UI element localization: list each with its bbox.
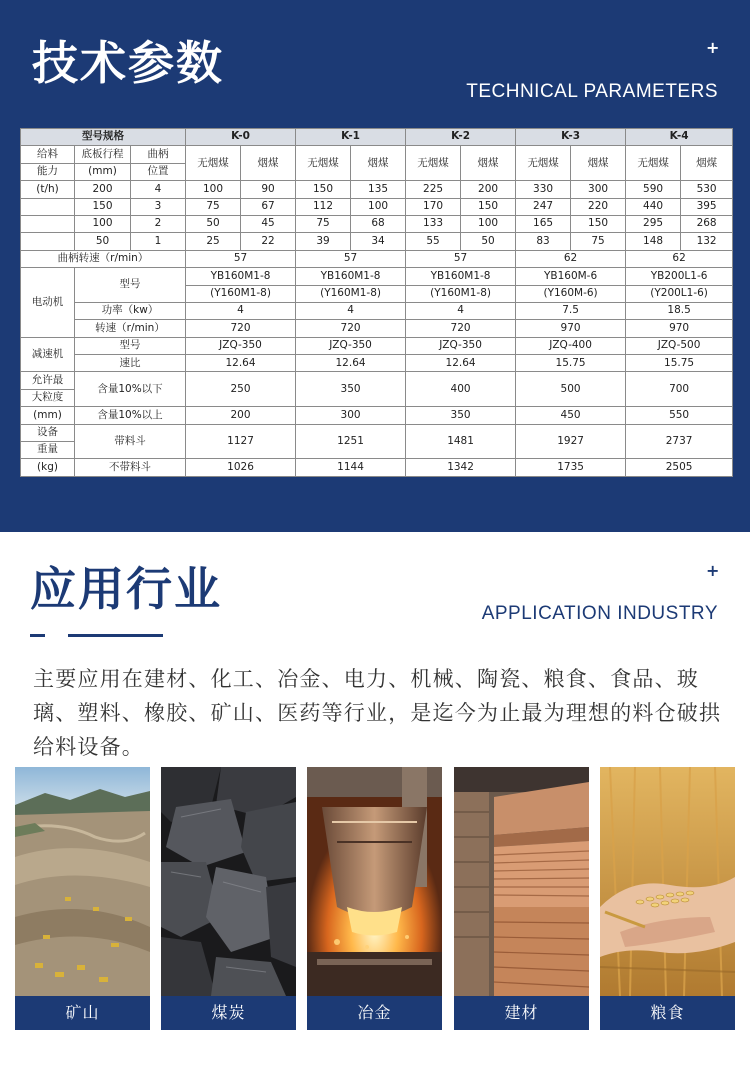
- coal-type: 烟煤: [461, 146, 516, 181]
- crank-speed-value: 62: [516, 250, 626, 267]
- crank-speed-value: 57: [296, 250, 406, 267]
- motor-model: YB200L1-6: [626, 268, 733, 285]
- particle-above-label: 含量10%以上: [75, 407, 186, 424]
- capacity-value: 300: [571, 181, 626, 198]
- reducer-label: 减速机: [21, 337, 75, 372]
- capacity-value: 50: [461, 233, 516, 250]
- motor-alt-model: (Y160M-6): [516, 285, 626, 302]
- capacity-value: 75: [296, 215, 351, 232]
- reducer-ratio: 12.64: [186, 355, 296, 372]
- motor-power: 7.5: [516, 302, 626, 319]
- header-model: K-1: [296, 129, 406, 146]
- reducer-ratio: 12.64: [406, 355, 516, 372]
- motor-speed: 970: [516, 320, 626, 337]
- capacity-value: 34: [351, 233, 406, 250]
- reducer-model: JZQ-350: [296, 337, 406, 354]
- capacity-value: 295: [626, 215, 681, 232]
- coal-type: 烟煤: [351, 146, 406, 181]
- weight-without-label: 不带料斗: [75, 459, 186, 476]
- motor-power: 4: [296, 302, 406, 319]
- reducer-ratio: 15.75: [626, 355, 733, 372]
- empty-cell: [21, 233, 75, 250]
- capacity-value: 55: [406, 233, 461, 250]
- particle-below: 350: [296, 372, 406, 407]
- industry-label: 矿山: [15, 996, 150, 1030]
- metallurgy-photo-icon: [307, 767, 442, 996]
- coal-type: 烟煤: [681, 146, 733, 181]
- reducer-ratio: 15.75: [516, 355, 626, 372]
- weight-without: 1342: [406, 459, 516, 476]
- capacity-value: 150: [296, 181, 351, 198]
- particle-label: 允许最: [21, 372, 75, 389]
- crank-speed-value: 62: [626, 250, 733, 267]
- particle-above: 200: [186, 407, 296, 424]
- grain-photo-icon: [600, 767, 735, 996]
- capacity-value: 50: [186, 215, 241, 232]
- motor-model: YB160M1-8: [406, 268, 516, 285]
- table-row: [21, 198, 733, 215]
- table-row: [21, 215, 733, 232]
- weight-with: 1481: [406, 424, 516, 459]
- capacity-value: 395: [681, 198, 733, 215]
- industry-label: 建材: [454, 996, 589, 1030]
- plus-icon: +: [706, 561, 720, 580]
- reducer-model: JZQ-500: [626, 337, 733, 354]
- motor-model: YB160M1-8: [186, 268, 296, 285]
- stroke-label: 底板行程: [75, 146, 131, 163]
- capacity-value: 165: [516, 215, 571, 232]
- capacity-value: 100: [461, 215, 516, 232]
- table-row: [21, 407, 733, 424]
- industry-card-building-materials: [454, 767, 589, 1030]
- header-model: K-0: [186, 129, 296, 146]
- capacity-value: 100: [186, 181, 241, 198]
- industry-card-coal: [161, 767, 296, 1030]
- weight-label: 设备: [21, 424, 75, 441]
- coal-type: 无烟煤: [296, 146, 351, 181]
- weight-without: 1735: [516, 459, 626, 476]
- capacity-value: 330: [516, 181, 571, 198]
- empty-cell: [21, 198, 75, 215]
- table-row: [21, 250, 733, 267]
- table-row: [21, 268, 733, 285]
- particle-above: 350: [406, 407, 516, 424]
- technical-parameters-section: [0, 0, 750, 532]
- table-row: [21, 320, 733, 337]
- capacity-value: 39: [296, 233, 351, 250]
- stroke-value: 200: [75, 181, 131, 198]
- capacity-value: 530: [681, 181, 733, 198]
- industry-card-grain: [600, 767, 735, 1030]
- particle-below-label: 含量10%以下: [75, 372, 186, 407]
- capacity-value: 440: [626, 198, 681, 215]
- table-row: [21, 146, 733, 163]
- technical-subtitle: TECHNICAL PARAMETERS: [466, 81, 718, 102]
- table-row: [21, 302, 733, 319]
- capacity-value: 200: [461, 181, 516, 198]
- reducer-ratio: 12.64: [296, 355, 406, 372]
- capacity-value: 90: [241, 181, 296, 198]
- industry-cards: [15, 767, 735, 1030]
- spec-table-wrapper: [20, 128, 732, 477]
- stroke-value: 50: [75, 233, 131, 250]
- header-model: K-4: [626, 129, 733, 146]
- coal-type: 烟煤: [241, 146, 296, 181]
- capacity-value: 135: [351, 181, 406, 198]
- capacity-value: 150: [571, 215, 626, 232]
- particle-label: 大粒度: [21, 389, 75, 406]
- motor-speed: 970: [626, 320, 733, 337]
- table-row: [21, 459, 733, 476]
- capacity-label: 给料: [21, 146, 75, 163]
- crank-label: 曲柄: [131, 146, 186, 163]
- particle-below: 500: [516, 372, 626, 407]
- reducer-model: JZQ-400: [516, 337, 626, 354]
- industry-label: 煤炭: [161, 996, 296, 1030]
- stroke-label: (mm): [75, 163, 131, 180]
- weight-without: 1144: [296, 459, 406, 476]
- crank-value: 4: [131, 181, 186, 198]
- mine-photo-icon: [15, 767, 150, 996]
- title-underline: [68, 634, 163, 637]
- weight-without: 2505: [626, 459, 733, 476]
- motor-speed-label: 转速（r/min）: [75, 320, 186, 337]
- capacity-value: 67: [241, 198, 296, 215]
- coal-type: 烟煤: [571, 146, 626, 181]
- capacity-value: 148: [626, 233, 681, 250]
- weight-label: (kg): [21, 459, 75, 476]
- capacity-value: 150: [461, 198, 516, 215]
- particle-label: (mm): [21, 407, 75, 424]
- particle-above: 550: [626, 407, 733, 424]
- capacity-value: 75: [186, 198, 241, 215]
- capacity-value: 22: [241, 233, 296, 250]
- capacity-value: 220: [571, 198, 626, 215]
- motor-alt-model: (Y160M1-8): [296, 285, 406, 302]
- capacity-value: 247: [516, 198, 571, 215]
- weight-with: 1927: [516, 424, 626, 459]
- reducer-model-label: 型号: [75, 337, 186, 354]
- motor-power: 4: [406, 302, 516, 319]
- motor-alt-model: (Y160M1-8): [186, 285, 296, 302]
- motor-model: YB160M-6: [516, 268, 626, 285]
- table-header-row: [21, 129, 733, 146]
- industry-label: 冶金: [307, 996, 442, 1030]
- motor-alt-model: (Y200L1-6): [626, 285, 733, 302]
- table-row: [21, 337, 733, 354]
- particle-below: 700: [626, 372, 733, 407]
- header-model: K-3: [516, 129, 626, 146]
- capacity-value: 225: [406, 181, 461, 198]
- application-subtitle: APPLICATION INDUSTRY: [481, 603, 718, 624]
- particle-below: 400: [406, 372, 516, 407]
- coal-photo-icon: [161, 767, 296, 996]
- motor-speed: 720: [296, 320, 406, 337]
- capacity-value: 112: [296, 198, 351, 215]
- industry-label: 粮食: [600, 996, 735, 1030]
- motor-power: 4: [186, 302, 296, 319]
- capacity-label: 能力: [21, 163, 75, 180]
- coal-type: 无烟煤: [186, 146, 241, 181]
- technical-title: 技术参数: [32, 36, 224, 90]
- motor-label: 电动机: [21, 268, 75, 338]
- weight-with: 2737: [626, 424, 733, 459]
- motor-power: 18.5: [626, 302, 733, 319]
- reducer-ratio-label: 速比: [75, 355, 186, 372]
- crank-value: 2: [131, 215, 186, 232]
- building-materials-photo-icon: [454, 767, 589, 996]
- application-title: 应用行业: [30, 562, 222, 616]
- table-row: [21, 372, 733, 389]
- capacity-value: 132: [681, 233, 733, 250]
- title-underline: [30, 634, 45, 637]
- spec-table: [20, 128, 733, 477]
- motor-speed: 720: [406, 320, 516, 337]
- weight-label: 重量: [21, 442, 75, 459]
- particle-below: 250: [186, 372, 296, 407]
- reducer-model: JZQ-350: [406, 337, 516, 354]
- crank-speed-label: 曲柄转速（r/min）: [21, 250, 186, 267]
- stroke-value: 100: [75, 215, 131, 232]
- table-row: [21, 424, 733, 441]
- weight-with: 1127: [186, 424, 296, 459]
- weight-with: 1251: [296, 424, 406, 459]
- capacity-value: 68: [351, 215, 406, 232]
- motor-power-label: 功率（kw）: [75, 302, 186, 319]
- capacity-value: 170: [406, 198, 461, 215]
- coal-type: 无烟煤: [516, 146, 571, 181]
- capacity-value: 83: [516, 233, 571, 250]
- motor-model: YB160M1-8: [296, 268, 406, 285]
- crank-speed-value: 57: [406, 250, 516, 267]
- industry-card-metallurgy: [307, 767, 442, 1030]
- crank-value: 1: [131, 233, 186, 250]
- stroke-value: 150: [75, 198, 131, 215]
- capacity-value: 268: [681, 215, 733, 232]
- capacity-value: 590: [626, 181, 681, 198]
- particle-above: 450: [516, 407, 626, 424]
- motor-speed: 720: [186, 320, 296, 337]
- motor-alt-model: (Y160M1-8): [406, 285, 516, 302]
- crank-label: 位置: [131, 163, 186, 180]
- application-description: 主要应用在建材、化工、冶金、电力、机械、陶瓷、粮食、食品、玻璃、塑料、橡胶、矿山、医药等行业，是迄今为止最为理想的料仓破拱给料设备。: [33, 667, 722, 759]
- weight-with-label: 带料斗: [75, 424, 186, 459]
- crank-value: 3: [131, 198, 186, 215]
- coal-type: 无烟煤: [406, 146, 461, 181]
- crank-speed-value: 57: [186, 250, 296, 267]
- capacity-value: 133: [406, 215, 461, 232]
- capacity-value: 100: [351, 198, 406, 215]
- header-model: K-2: [406, 129, 516, 146]
- plus-icon: +: [706, 38, 720, 57]
- industry-card-mine: [15, 767, 150, 1030]
- capacity-value: 75: [571, 233, 626, 250]
- capacity-value: 45: [241, 215, 296, 232]
- table-row: [21, 181, 733, 198]
- capacity-label: (t/h): [21, 181, 75, 198]
- particle-above: 300: [296, 407, 406, 424]
- empty-cell: [21, 215, 75, 232]
- reducer-model: JZQ-350: [186, 337, 296, 354]
- capacity-value: 25: [186, 233, 241, 250]
- coal-type: 无烟煤: [626, 146, 681, 181]
- motor-model-label: 型号: [75, 268, 186, 303]
- header-model-spec: 型号规格: [21, 129, 186, 146]
- table-row: [21, 233, 733, 250]
- table-row: [21, 355, 733, 372]
- weight-without: 1026: [186, 459, 296, 476]
